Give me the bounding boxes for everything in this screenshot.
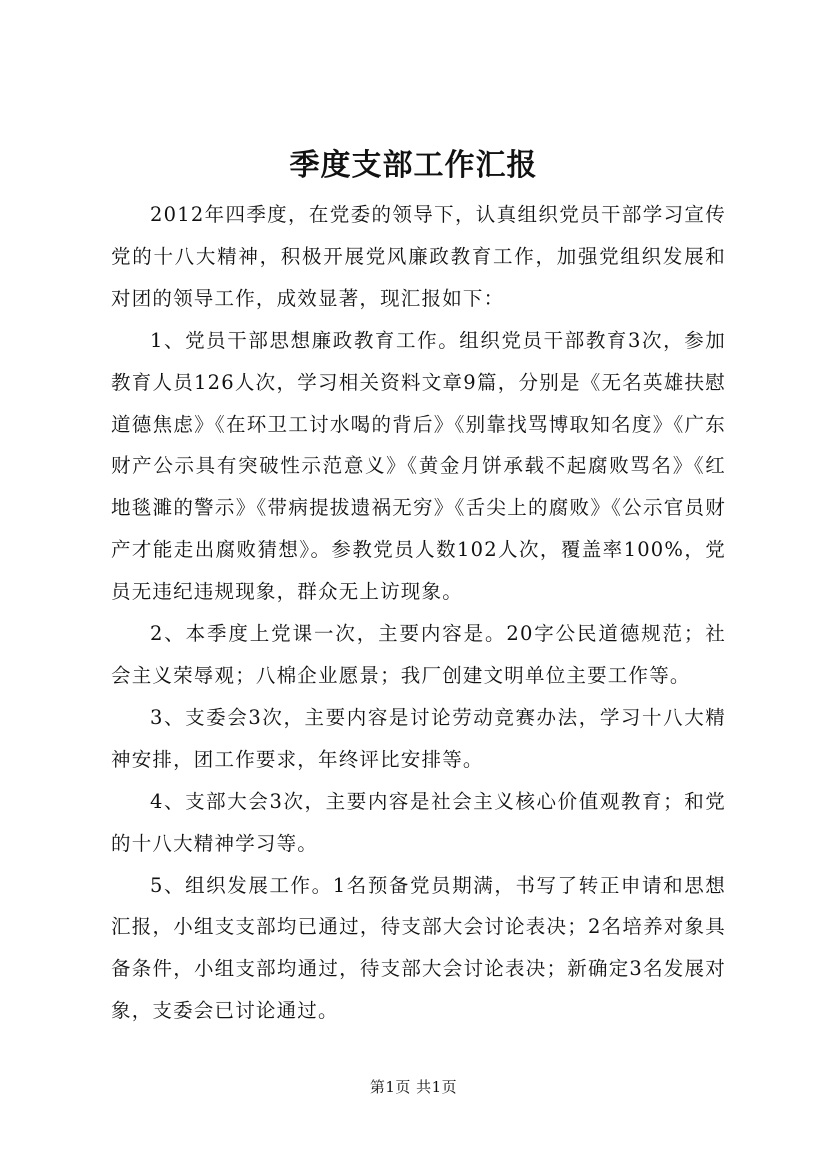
paragraph-item-2: 2、本季度上党课一次，主要内容是。20字公民道德规范；社会主义荣辱观；八棉企业愿景；我厂创建文明单位主要工作等。 xyxy=(111,622,726,687)
page-number-footer: 第1页 共1页 xyxy=(369,1078,458,1096)
paragraph-item-1: 1、党员干部思想廉政教育工作。组织党员干部教育3次，参加教育人员126人次，学习相关资料文章9篇，分别是《无名英雄扶慰道德焦虑》《在环卫工讨水喝的背后》《别靠找骂博取知名度》《广东财产公示具有突破性示范意义》《黄金月饼承载不起腐败骂名》《红地毯濉的警示》《带病提拔遗祸无穷》《舌尖上的腐败》《公示官员财产才能走出腐败猜想》。参教党员人数102人次，覆盖率100%，党员无违纪违规现象，群众无上访现象。 xyxy=(111,328,726,604)
document-title: 季度支部工作汇报 xyxy=(289,148,538,183)
paragraph-item-4: 4、支部大会3次，主要内容是社会主义核心价值观教育；和党的十八大精神学习等。 xyxy=(111,789,726,855)
paragraph-item-3: 3、支委会3次，主要内容是讨论劳动竞赛办法，学习十八大精神安排，团工作要求，年终评比安排等。 xyxy=(111,705,726,771)
paragraph-intro: 2012年四季度，在党委的领导下，认真组织党员干部学习宣传党的十八大精神，积极开展党风廉政教育工作，加强党组织发展和对团的领导工作，成效显著，现汇报如下： xyxy=(111,203,726,310)
paragraph-item-5: 5、组织发展工作。1名预备党员期满，书写了转正申请和思想汇报，小组支支部均已通过，待支部大会讨论表决；2名培养对象具备条件，小组支部均通过，待支部大会讨论表决；新确定3名发展对象，支委会已讨论通过。 xyxy=(111,873,726,1023)
document-body xyxy=(111,194,726,1032)
